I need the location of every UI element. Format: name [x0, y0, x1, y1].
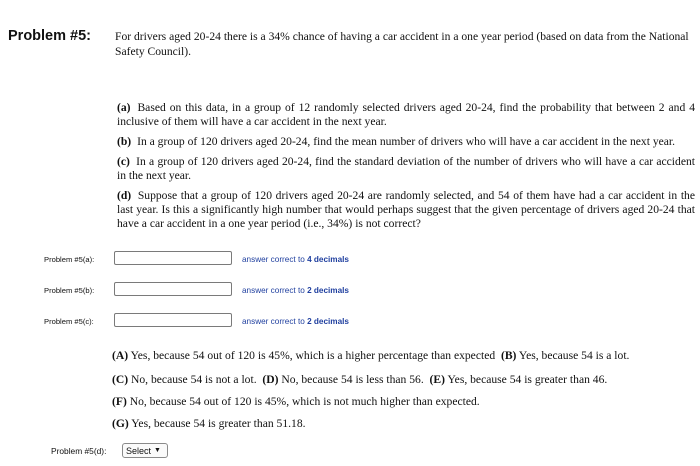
option-b-text: Yes, because 54 is a lot.	[518, 349, 630, 362]
answer-a-label: Problem #5(a):	[44, 255, 95, 264]
part-c	[117, 155, 695, 183]
answer-c-input[interactable]	[114, 313, 232, 327]
answer-a-hint-text: answer correct to	[242, 255, 308, 264]
option-f-label: (F)	[112, 395, 127, 408]
answer-c-hint-precision: 2 decimals	[307, 317, 349, 326]
part-a	[117, 101, 695, 129]
part-d	[117, 189, 695, 231]
problem-heading: Problem #5:	[8, 28, 91, 44]
answer-c-hint	[242, 317, 349, 326]
answer-a-hint	[242, 255, 349, 264]
option-d-text: No, because 54 is less than 56.	[281, 373, 424, 386]
part-c-label: (c)	[117, 155, 130, 168]
part-a-text: Based on this data, in a group of 12 randomly selected drivers aged 20-24, find the probability that between 2 and 4 inclusive of them will have a car accident in the next year.	[117, 101, 695, 128]
option-e-label: (E)	[429, 373, 445, 386]
answer-b-hint-text: answer correct to	[242, 286, 308, 295]
part-a-label: (a)	[117, 101, 131, 114]
part-d-text: Suppose that a group of 120 drivers aged 20-24 are randomly selected, and 54 of them have had a car accident in the last year. Is this a significantly high number that would perhaps suggest that the given percentage of drivers aged 20-24 that have a car accident in a one year period (i.e., 34%) is not correct?	[117, 189, 695, 230]
options-line-2	[112, 373, 607, 386]
answer-d-select-value: Select	[126, 445, 152, 456]
part-b-text: In a group of 120 drivers aged 20-24, find the mean number of drivers who will have a car accident in the next year.	[137, 135, 676, 148]
problem-intro: For drivers aged 20-24 there is a 34% chance of having a car accident in a one year period (based on data from the National Safety Council).	[115, 30, 689, 58]
part-b-label: (b)	[117, 135, 132, 148]
chevron-down-icon: ▼	[154, 447, 161, 454]
answer-b-hint	[242, 286, 349, 295]
answer-b-label: Problem #5(b):	[44, 286, 95, 295]
options-line-3	[112, 395, 480, 408]
option-a-text: Yes, because 54 out of 120 is 45%, which is a higher percentage than expected	[130, 349, 496, 362]
option-c-label: (C)	[112, 373, 129, 386]
option-b-label: (B)	[500, 349, 517, 362]
answer-a-input[interactable]	[114, 251, 232, 265]
part-d-label: (d)	[117, 189, 132, 202]
answer-c-hint-text: answer correct to	[242, 317, 308, 326]
answer-d-label: Problem #5(d):	[51, 446, 107, 456]
answer-a-hint-precision: 4 decimals	[307, 255, 349, 264]
option-g-label: (G)	[112, 417, 129, 430]
option-c-text: No, because 54 is not a lot.	[131, 373, 257, 386]
option-g-text: Yes, because 54 is greater than 51.18.	[131, 417, 306, 430]
option-a-label: (A)	[112, 349, 129, 362]
answer-c-label: Problem #5(c):	[44, 317, 94, 326]
option-d-label: (D)	[262, 373, 279, 386]
answer-b-hint-precision: 2 decimals	[307, 286, 349, 295]
part-b	[117, 135, 695, 149]
answer-b-input[interactable]	[114, 282, 232, 296]
option-e-text: Yes, because 54 is greater than 46.	[447, 373, 608, 386]
options-line-1	[112, 349, 629, 362]
answer-d-select[interactable]	[122, 443, 168, 458]
options-line-4	[112, 417, 306, 430]
option-f-text: No, because 54 out of 120 is 45%, which is not much higher than expected.	[129, 395, 480, 408]
part-c-text: In a group of 120 drivers aged 20-24, find the standard deviation of the number of drivers who will have a car accident in the next year.	[117, 155, 695, 182]
